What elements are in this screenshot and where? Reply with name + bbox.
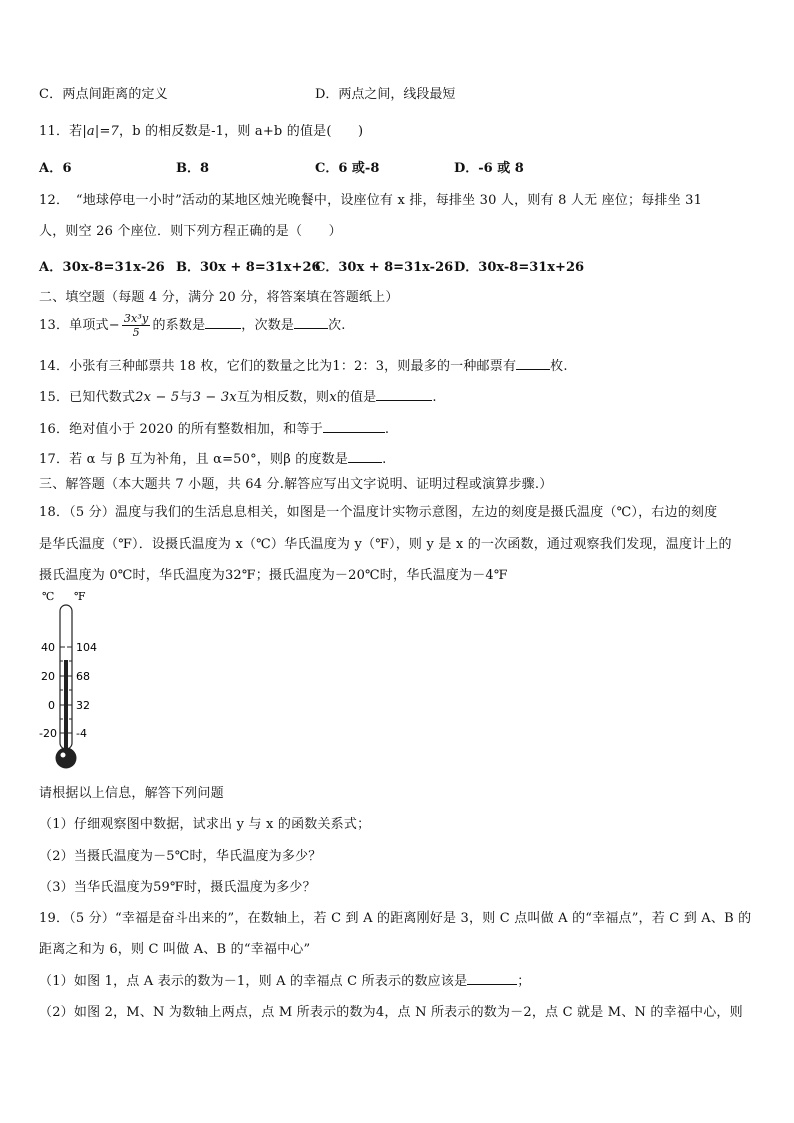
- celsius-tick-label-neg20: -20: [39, 727, 57, 740]
- thermometer-figure: [36, 590, 116, 776]
- q17-blank[interactable]: [348, 450, 382, 463]
- q18-prompt: 请根据以上信息，解答下列问题: [39, 786, 224, 801]
- q14: [39, 355, 568, 374]
- q11-abs-expr: |a|=7: [82, 124, 120, 139]
- q15: [39, 386, 437, 405]
- q10-option-d: D．两点之间，线段最短: [315, 87, 456, 102]
- mercury-column: [64, 660, 68, 754]
- fahrenheit-unit-label: ℉: [74, 590, 86, 603]
- q10-option-c: C．两点间距离的定义: [39, 87, 168, 102]
- q15-blank[interactable]: [376, 388, 432, 401]
- q13-fraction: [122, 312, 151, 339]
- q11-option-c: C．6 或-8: [315, 161, 380, 176]
- q18-sub3: （3）当华氏温度为59℉时，摄氏温度为多少？: [39, 880, 316, 895]
- celsius-tick-label-20: 20: [41, 670, 55, 683]
- q13-suffix-c: 次.: [328, 318, 346, 333]
- celsius-tick-label-0: 0: [48, 699, 55, 712]
- q19-sub2: （2）如图 2，M、N 为数轴上两点，点 M 所表示的数为4，点 N 所表示的数为－2，点 C 就是 M、N 的幸福中心，则: [39, 1005, 743, 1020]
- fahrenheit-tick-label-68: 68: [76, 670, 90, 683]
- q19-sub1-text: （1）如图 1，点 A 表示的数为－1，则 A 的幸福点 C 所表示的数应该是: [39, 974, 468, 989]
- q14-tail: 枚.: [550, 359, 568, 374]
- q11-prefix: 11．若: [39, 124, 83, 139]
- q15-expr2: 3 − 3x: [192, 390, 237, 405]
- q13: 13．单项式− $\frac{\text{3x³y}}{5}$ 的系数是 ，次数是 次.: [39, 312, 346, 339]
- q19-sub1-blank[interactable]: [467, 972, 517, 985]
- q15-var: x: [329, 390, 337, 405]
- q16-end: .: [384, 422, 390, 437]
- q12-option-d: D．30x-8=31x+26: [454, 260, 585, 275]
- q13-suffix-a: 的系数是: [152, 318, 206, 333]
- celsius-unit-label: ℃: [42, 590, 55, 603]
- q16-text: 16．绝对值小于 2020 的所有整数相加，和等于: [39, 422, 323, 437]
- q15-expr1: 2x − 5: [135, 390, 180, 405]
- q17: [39, 448, 386, 467]
- fahrenheit-tick-label-32: 32: [76, 699, 90, 712]
- q18-sub2: （2）当摄氏温度为－5℃时，华氏温度为多少？: [39, 849, 322, 864]
- q12-line2: 人，则空 26 个座位．则下列方程正确的是（ ）: [39, 224, 342, 239]
- q19-line2: 距离之和为 6，则 C 叫做 A、B 的“幸福中心”: [39, 942, 311, 957]
- q18-line1: 18．（5 分）温度与我们的生活息息相关，如图是一个温度计实物示意图，左边的刻度是摄氏温度（℃），右边的刻度: [39, 505, 718, 520]
- q11-suffix: ，b 的相反数是-1，则 a+b 的值是( ): [119, 124, 364, 139]
- q18-line2: 是华氏温度（℉）．设摄氏温度为 x（℃）华氏温度为 y（℉），则 y 是 x 的一次函数，通过观察我们发现，温度计上的: [39, 537, 732, 552]
- q12-option-b: B．30x + 8=31x+26: [176, 260, 321, 275]
- section-2-heading: 二、填空题（每题 4 分，满分 20 分，将答案填在答题纸上）: [39, 290, 399, 305]
- fahrenheit-tick-label-neg4: -4: [76, 727, 87, 740]
- bulb-highlight: [61, 753, 66, 758]
- q16: [39, 418, 389, 437]
- q13-blank-2[interactable]: [294, 316, 328, 329]
- q13-frac-den: 5: [132, 326, 140, 339]
- q14-blank[interactable]: [516, 357, 550, 370]
- q15-mid: 与: [179, 390, 193, 405]
- section-3-heading: 三、解答题（本大题共 7 小题，共 64 分.解答应写出文字说明、证明过程或演算步骤.）: [39, 477, 553, 492]
- thermometer-bulb: [56, 748, 76, 768]
- q12-option-c: C．30x + 8=31x-26: [315, 260, 454, 275]
- q14-text: 14．小张有三种邮票共 18 枚，它们的数量之比为1：2：3，则最多的一种邮票有: [39, 359, 517, 374]
- q15-tail: 的值是: [336, 390, 377, 405]
- q19-sub1: [39, 970, 530, 989]
- q17-end: .: [382, 452, 387, 467]
- q11-option-b: B．8: [176, 161, 210, 176]
- q13-frac-num: 3x³y: [123, 312, 149, 325]
- q11-option-a: A．6: [39, 161, 72, 176]
- q18-line3: 摄氏温度为 0℃时，华氏温度为32℉；摄氏温度为－20℃时，华氏温度为－4℉: [39, 568, 508, 583]
- q16-blank[interactable]: [323, 420, 385, 433]
- q18-sub1: （1）仔细观察图中数据，试求出 y 与 x 的函数关系式；: [39, 817, 371, 832]
- q15-prefix: 15．已知代数式: [39, 390, 136, 405]
- q13-prefix: 13．单项式: [39, 318, 109, 333]
- q19-sub1-end: ；: [517, 974, 531, 989]
- q12-line1: 12． “地球停电一小时”活动的某地区烛光晚餐中，设座位有 x 排，每排坐 30 人，则有 8 人无 座位；每排坐 31: [39, 193, 703, 208]
- q11-option-d: D．-6 或 8: [454, 161, 524, 176]
- q17-text: 17．若 α 与 β 互为补角，且 α=50°，则β 的度数是: [39, 452, 349, 467]
- q13-suffix-b: ，次数是: [241, 318, 295, 333]
- q12-option-a: A．30x-8=31x-26: [39, 260, 165, 275]
- q19-line1: 19．（5 分）“幸福是奋斗出来的”，在数轴上，若 C 到 A 的距离刚好是 3，则 C 点叫做 A 的“幸福点”，若 C 到 A、B 的: [39, 911, 752, 926]
- fahrenheit-tick-label-104: 104: [76, 641, 97, 654]
- q15-end: .: [432, 390, 437, 405]
- q13-blank-1[interactable]: [205, 316, 241, 329]
- celsius-tick-label-40: 40: [41, 641, 55, 654]
- q15-suffix: 互为相反数，则: [236, 390, 330, 405]
- q11-stem: [39, 120, 363, 139]
